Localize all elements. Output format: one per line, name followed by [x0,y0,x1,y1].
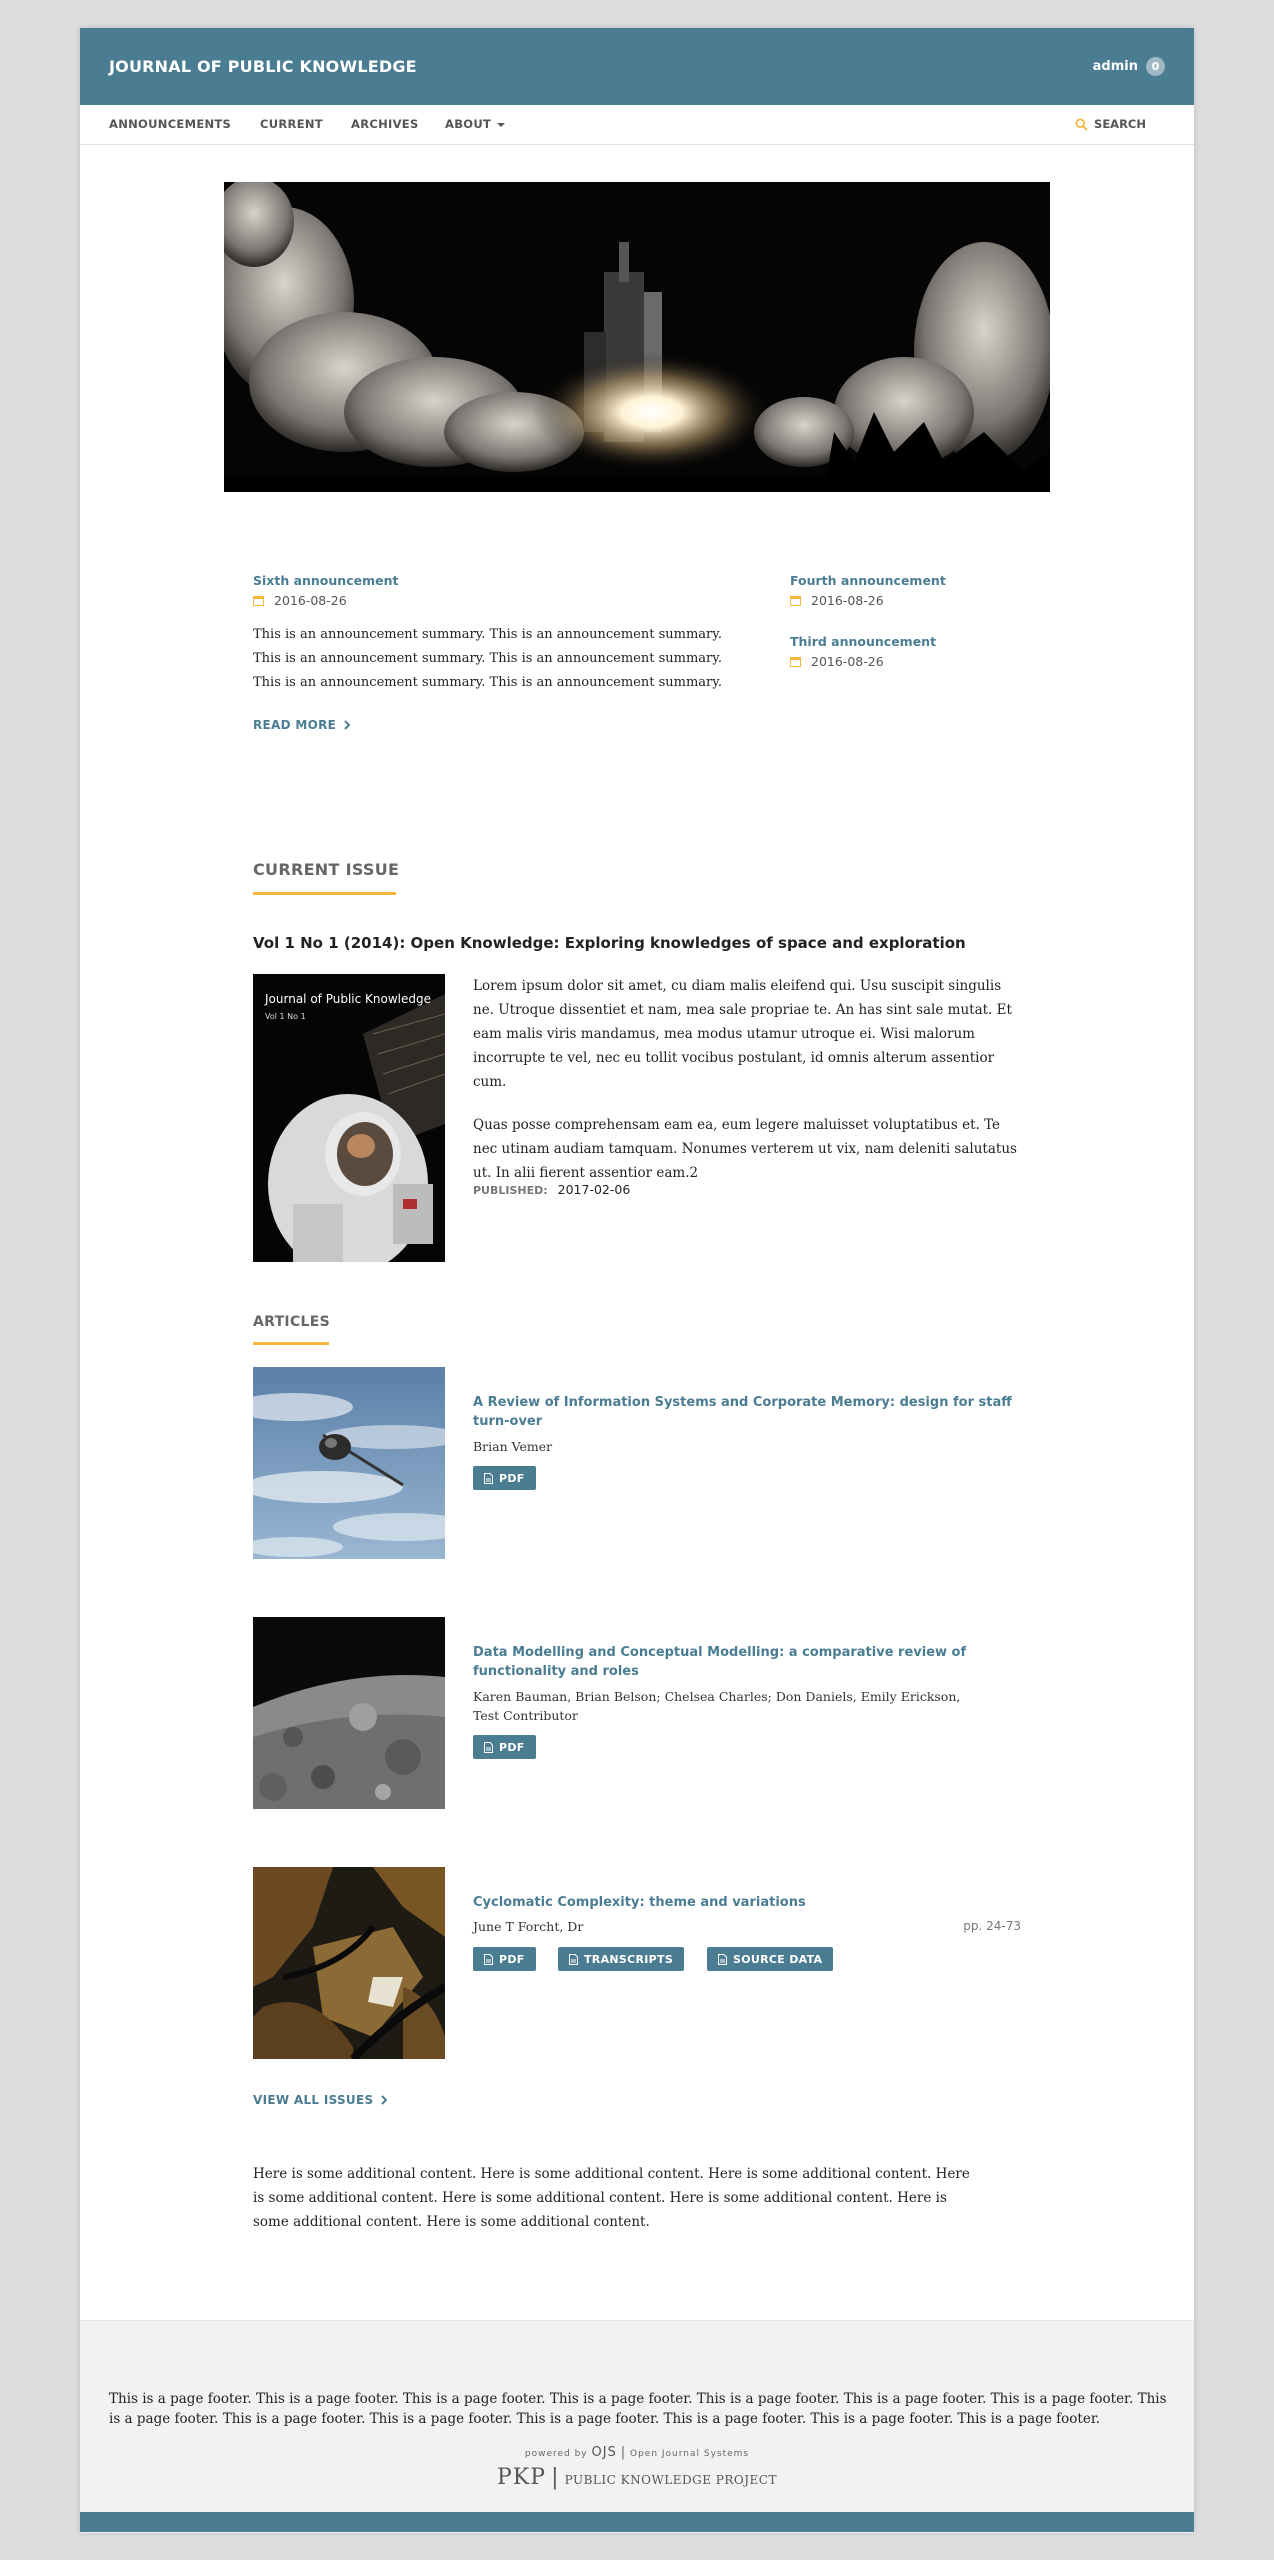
view-all-issues-link[interactable] [253,2093,388,2107]
announcement-date-fourth [790,593,884,608]
galley-label: TRANSCRIPTS [584,1952,674,1966]
nav-current[interactable]: CURRENT [260,117,323,131]
pkp-brand-link[interactable] [80,2465,1194,2490]
divider: | [620,2445,627,2460]
article-thumbnail[interactable] [253,1617,445,1809]
search-label: SEARCH [1094,117,1146,131]
pkp-logo: PKP [496,2465,547,2490]
issue-description-para-2: Quas posse comprehensam eam ea, eum legere maluisset voluptatibus et. Te nec utinam audiam tamquam. Nonumes verterem ut vix, nam deleniti salutatus ut. In alii fierent assentior eam.2 [473,1117,1017,1181]
article-authors: Brian Vemer [473,1439,553,1454]
chevron-right-icon [381,2095,388,2105]
heading-underline [253,892,396,895]
spacecraft-image [253,1367,445,1559]
article-title[interactable]: A Review of Information Systems and Corporate Memory: design for staff turn-over [473,1395,1012,1429]
site-title[interactable]: JOURNAL OF PUBLIC KNOWLEDGE [109,57,417,76]
announcement-title-fourth[interactable]: Fourth announcement [790,573,946,588]
issue-description [473,974,1023,1204]
search-icon [1075,118,1088,131]
pdf-galley-button[interactable] [473,1947,536,1971]
city-night-image [253,1867,445,2059]
powered-by-label: powered by [524,2449,588,2459]
read-more-link[interactable] [253,718,351,732]
article-thumbnail[interactable] [253,1367,445,1559]
announcement-summary: This is an announcement summary. This is an announcement summary. This is an announcement summary. This is an announcement summary. This is an announcement summary. This is an announcement summary. [253,627,722,690]
footer-text: This is a page footer. This is a page footer. This is a page footer. This is a page footer. This is a page footer. This is a page footer. This is a page footer. This is a page footer. This is a page footer. This is a page footer. This is a page footer. This is a page footer. This is a page footer. This is a page footer. [109,2391,1167,2427]
issue-description-para-1: Lorem ipsum dolor sit amet, cu diam malis eleifend qui. Usu suscipit singulis ne. Utroque dissentiet et nam, mea sale propriae te. An has sint sale mutat. Et eam malis viris mandamus, mea modus utamur utroque ei. Wisi malorum incorrupte te vel, nec eu tollit vocibus postulant, id omnis alterum assentior cum. [473,978,1012,1090]
divider: | [551,2465,560,2490]
calendar-icon [790,656,801,667]
announcement-date-text: 2016-08-26 [274,593,347,608]
homepage-image [224,182,1050,492]
ojs-logo: OJS [591,2445,617,2460]
article-authors: June T Forcht, Dr [473,1919,584,1934]
primary-nav [80,105,1194,145]
user-menu[interactable] [1093,57,1165,76]
cover-title: Journal of Public Knowledge [265,992,431,1006]
file-icon [484,1954,493,1965]
announcement-title-featured[interactable]: Sixth announcement [253,573,399,588]
heading-underline [253,1342,329,1345]
search-link[interactable] [1075,117,1146,131]
announcement-title-third[interactable]: Third announcement [790,634,937,649]
nav-about[interactable] [445,117,505,131]
published-info [473,1182,630,1197]
file-icon [484,1742,493,1753]
article-thumbnail[interactable] [253,1867,445,2059]
announcement-date-third [790,654,884,669]
announcement-date-featured [253,593,347,608]
notification-badge[interactable]: 0 [1146,57,1165,76]
ojs-full-name: Open Journal Systems [629,2449,750,2459]
issue-title[interactable]: Vol 1 No 1 (2014): Open Knowledge: Exploring knowledges of space and exploration [253,934,966,952]
additional-content: Here is some additional content. Here is some additional content. Here is some additional content. Here is some additional content. Here is some additional content. Here is some additional content. Here is some additional content. Here is some additional content. [253,2166,970,2230]
nav-archives[interactable]: ARCHIVES [351,117,419,131]
announcement-date-text: 2016-08-26 [811,654,884,669]
page-footer [80,2320,1194,2533]
pdf-galley-button[interactable] [473,1735,536,1759]
caret-down-icon [497,123,505,127]
article-title[interactable]: Cyclomatic Complexity: theme and variations [473,1895,806,1910]
file-icon [718,1954,727,1965]
galley-label: PDF [499,1471,525,1485]
read-more-label: READ MORE [253,718,337,732]
current-issue-heading: CURRENT ISSUE [253,860,400,879]
nav-announcements[interactable]: ANNOUNCEMENTS [109,117,232,131]
cover-volume: Vol 1 No 1 [265,1012,306,1021]
galley-label: PDF [499,1740,525,1754]
launch-image [224,182,1050,492]
pkp-full-name: PUBLIC KNOWLEDGE PROJECT [564,2473,777,2487]
announcement-date-text: 2016-08-26 [811,593,884,608]
page [80,28,1194,2532]
header-bar [80,28,1194,105]
file-icon [484,1473,493,1484]
chevron-right-icon [344,720,351,730]
issue-cover[interactable] [253,974,445,1262]
nav-about-label: ABOUT [445,117,492,131]
transcripts-galley-button[interactable] [558,1947,684,1971]
calendar-icon [790,595,801,606]
article-authors: Karen Bauman, Brian Belson; Chelsea Charles; Don Daniels, Emily Erickson, Test Contributor [473,1689,961,1723]
source-data-galley-button[interactable] [707,1947,833,1971]
published-label: PUBLISHED: [473,1184,548,1197]
article-title[interactable]: Data Modelling and Conceptual Modelling: a comparative review of functionality and roles [473,1645,967,1679]
galley-label: SOURCE DATA [733,1952,823,1966]
file-icon [569,1954,578,1965]
galley-label: PDF [499,1952,525,1966]
footer-bottom-bar [80,2512,1194,2532]
ojs-brand-link[interactable] [80,2445,1194,2460]
pdf-galley-button[interactable] [473,1466,536,1490]
username[interactable]: admin [1092,59,1138,74]
calendar-icon [253,595,264,606]
articles-heading: ARTICLES [253,1314,330,1330]
view-all-issues-label: VIEW ALL ISSUES [253,2093,374,2107]
moon-surface-image [253,1617,445,1809]
published-date: 2017-02-06 [557,1182,631,1197]
article-pages: pp. 24-73 [963,1919,1021,1933]
